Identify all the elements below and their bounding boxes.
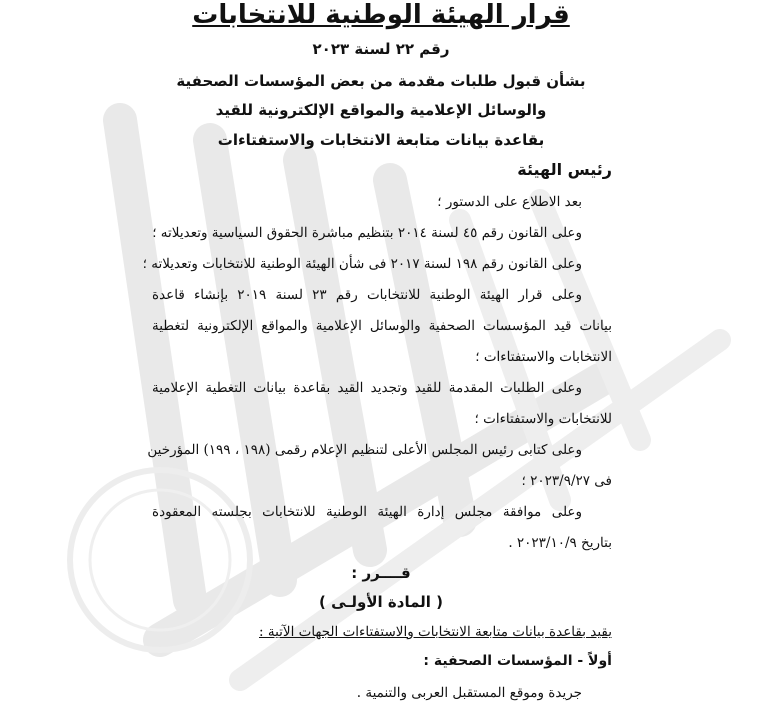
article-heading: ( المادة الأولـى ): [319, 593, 443, 611]
preamble-line: فى ٢٠٢٣/٩/٢٧ ؛: [521, 473, 612, 489]
list-item: جريدة وموقع المستقبل العربى والتنمية .: [356, 685, 582, 701]
preamble-line: وعلى قرار الهيئة الوطنية للانتخابات رقم ٢٣ لسنة ٢٠١٩ بإنشاء قاعدة: [152, 287, 582, 303]
subject-line-1: بشأن قبول طلبات مقدمة من بعض المؤسسات الصحفية: [176, 72, 586, 90]
preamble-line: للانتخابات والاستفتاءات ؛: [474, 411, 612, 427]
preamble-line: وعلى كتابى رئيس المجلس الأعلى لتنظيم الإعلام رقمى (١٩٨ ، ١٩٩) المؤرخين: [147, 442, 582, 458]
section-heading: أولاً - المؤسسات الصحفية :: [423, 653, 612, 669]
subject-line-2: والوسائل الإعلامية والمواقع الإلكترونية للقيد: [215, 101, 547, 119]
document-title: قرار الهيئة الوطنية للانتخابات: [192, 0, 570, 30]
decision-number: رقم ٢٢ لسنة ٢٠٢٣: [312, 40, 450, 58]
preamble-line: وعلى موافقة مجلس إدارة الهيئة الوطنية للانتخابات بجلسته المعقودة: [152, 504, 582, 520]
article-text: يقيد بقاعدة بيانات متابعة الانتخابات والاستفتاءات الجهات الآتية :: [259, 624, 612, 640]
preamble-line: وعلى الطلبات المقدمة للقيد وتجديد القيد بقاعدة بيانات التغطية الإعلامية: [152, 380, 582, 396]
preamble-line: بتاريخ ٢٠٢٣/١٠/٩ .: [508, 535, 612, 551]
preamble-line: بيانات قيد المؤسسات الصحفية والوسائل الإعلامية والمواقع الإلكترونية لتغطية: [152, 318, 612, 334]
preamble-line: الانتخابات والاستفتاءات ؛: [475, 349, 612, 365]
decree-heading: قــــرر :: [351, 564, 411, 582]
preamble-line: وعلى القانون رقم ١٩٨ لسنة ٢٠١٧ فى شأن الهيئة الوطنية للانتخابات وتعديلاته ؛: [142, 256, 582, 272]
preamble-line: بعد الاطلاع على الدستور ؛: [437, 194, 582, 210]
authority-heading: رئيس الهيئة: [517, 160, 612, 179]
preamble-line: وعلى القانون رقم ٤٥ لسنة ٢٠١٤ بتنظيم مباشرة الحقوق السياسية وتعديلاته ؛: [152, 225, 582, 241]
subject-line-3: بقاعدة بيانات متابعة الانتخابات والاستفتاءات: [217, 131, 545, 149]
